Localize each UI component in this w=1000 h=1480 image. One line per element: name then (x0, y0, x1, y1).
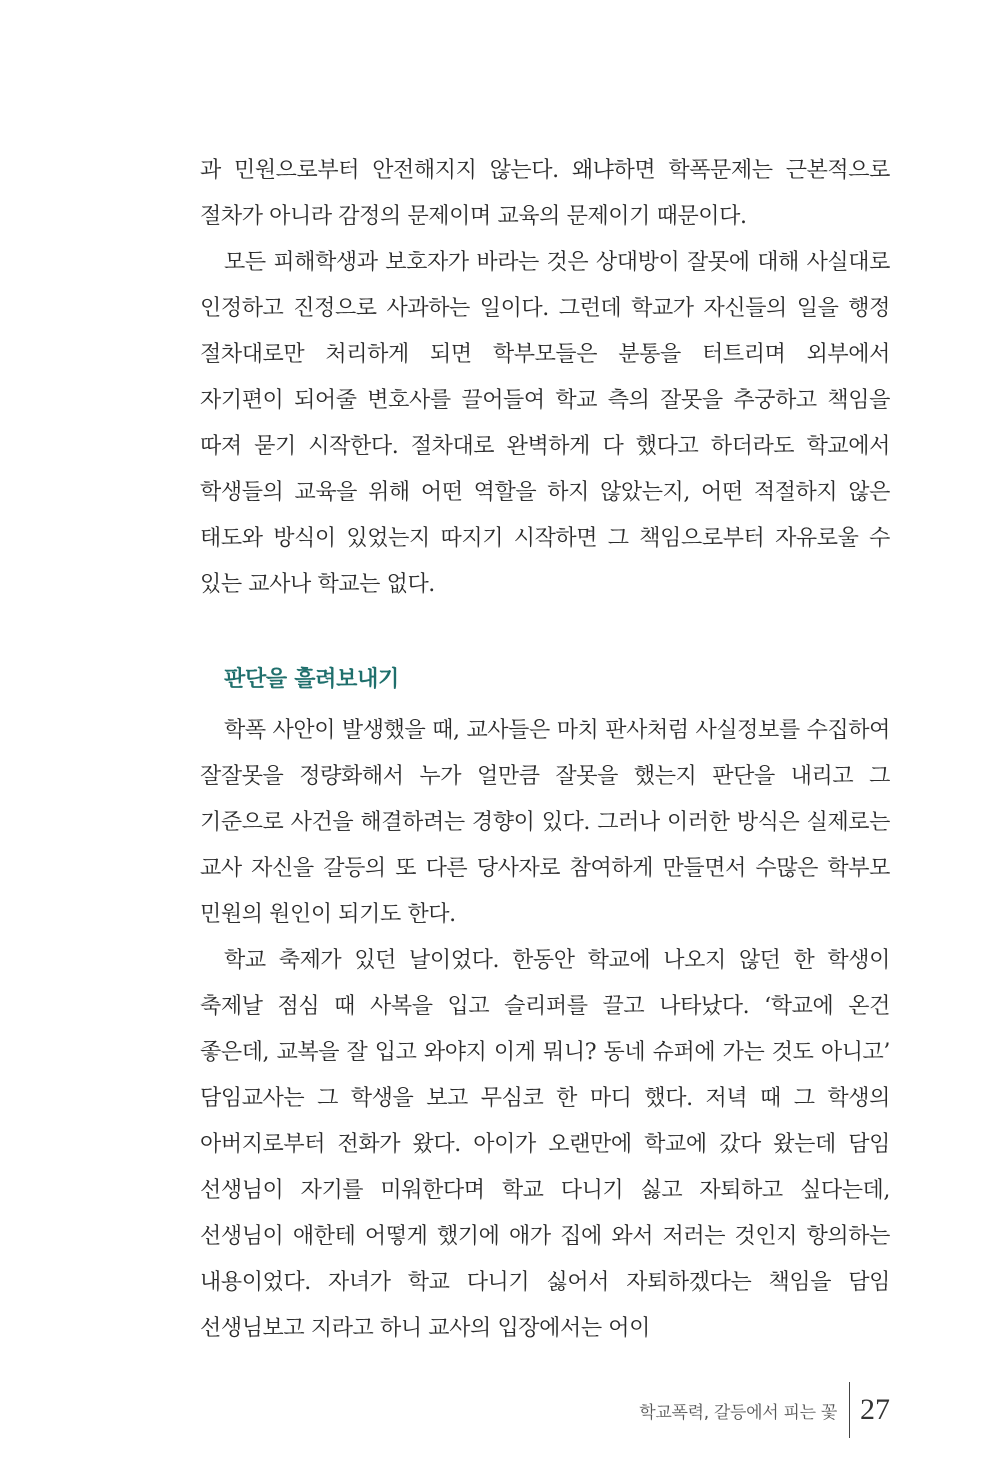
body-paragraph: 학폭 사안이 발생했을 때, 교사들은 마치 판사처럼 사실정보를 수집하여 잘잘못을 정량화해서 누가 얼만큼 잘못을 했는지 판단을 내리고 그 기준으로 사건을 해결하려는 경향이 있다. 그러나 이러한 방식은 실제로는 교사 자신을 갈등의 또 다른 당사자로 참여하게 만들면서 수많은 학부모 민원의 원인이 되기도 한다. (200, 718, 890, 927)
page-number: 27 (860, 1393, 890, 1426)
running-title: 학교폭력, 갈등에서 피는 꽃 (639, 1402, 837, 1423)
section-heading: 판단을 흘려보내기 (224, 667, 399, 692)
body-paragraph: 학교 축제가 있던 날이었다. 한동안 학교에 나오지 않던 한 학생이 축제날 점심 때 사복을 입고 슬리퍼를 끌고 나타났다. ‘학교에 온건 좋은데, 교복을 잘 입고 와야지 이게 뭐니? 동네 슈퍼에 가는 것도 아니고’ 담임교사는 그 학생을 보고 무심코 한 마디 했다. 저녁 때 그 학생의 아버지로부터 전화가 왔다. 아이가 오랜만에 학교에 갔다 왔는데 담임 선생님이 자기를 미워한다며 학교 다니기 싫고 자퇴하고 싶다는데, 선생님이 애한테 어떻게 했기에 애가 집에 와서 저러는 것인지 항의하는 내용이었다. 자녀가 학교 다니기 싫어서 자퇴하겠다는 책임을 담임 선생님보고 지라고 하니 교사의 입장에서는 어이 (200, 948, 890, 1341)
page-footer (639, 1380, 890, 1440)
body-paragraph: 모든 피해학생과 보호자가 바라는 것은 상대방이 잘못에 대해 사실대로 인정하고 진정으로 사과하는 일이다. 그런데 학교가 자신들의 일을 행정 절차대로만 처리하게 되면 학부모들은 분통을 터트리며 외부에서 자기편이 되어줄 변호사를 끌어들여 학교 측의 잘못을 추궁하고 책임을 따져 묻기 시작한다. 절차대로 완벽하게 다 했다고 하더라도 학교에서 학생들의 교육을 위해 어떤 역할을 하지 않았는지, 어떤 적절하지 않은 태도와 방식이 있었는지 따지기 시작하면 그 책임으로부터 자유로울 수 있는 교사나 학교는 없다. (200, 250, 890, 597)
page-body (200, 148, 890, 1352)
body-paragraph: 과 민원으로부터 안전해지지 않는다. 왜냐하면 학폭문제는 근본적으로 절차가 아니라 감정의 문제이며 교육의 문제이기 때문이다. (200, 158, 890, 229)
